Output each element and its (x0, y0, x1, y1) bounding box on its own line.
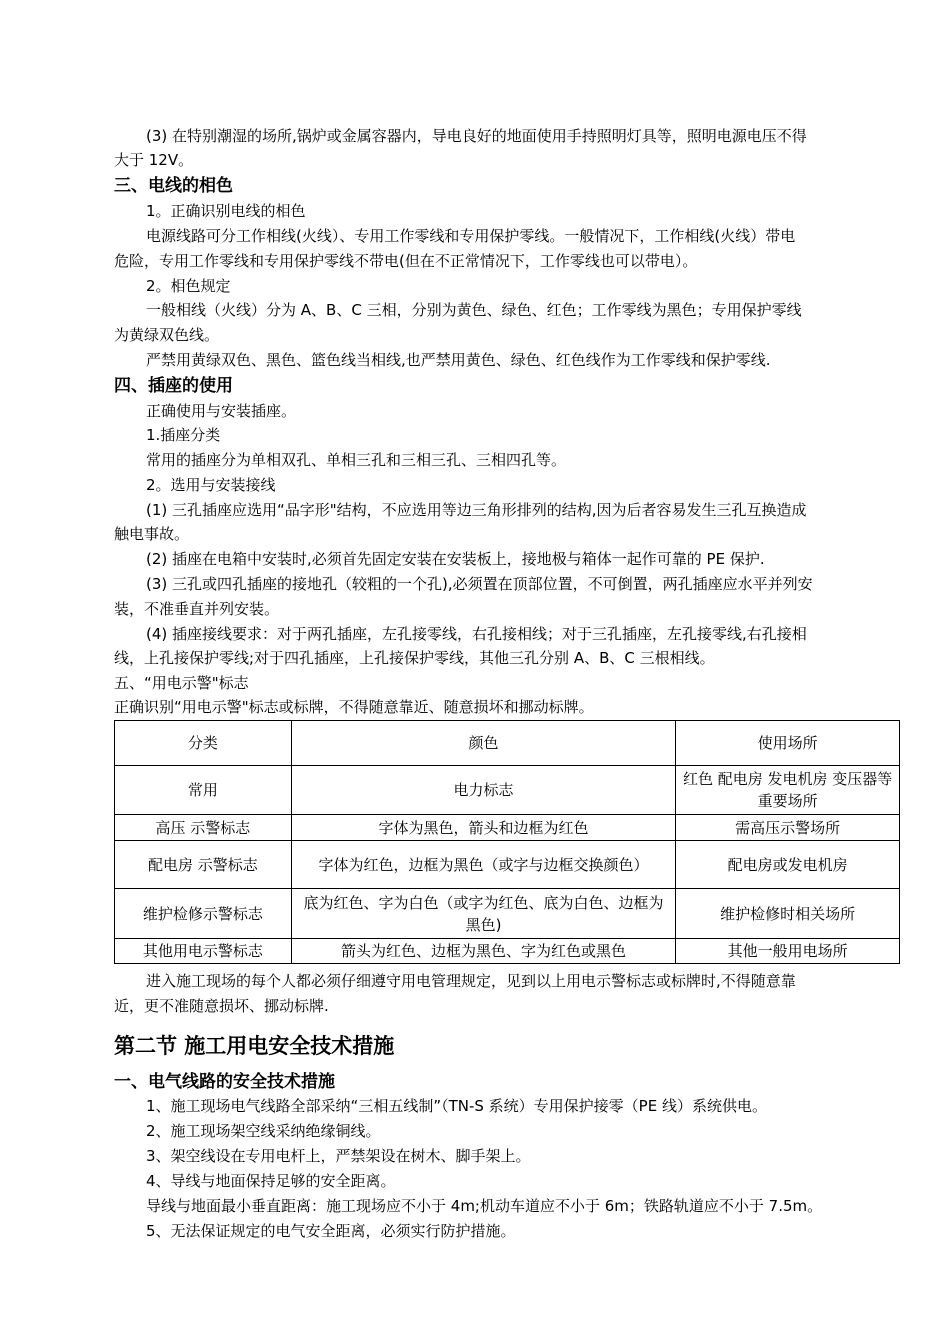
paragraph-line: 严禁用黄绿双色、黑色、篮色线当相线,也严禁用黄色、绿色、红色线作为工作零线和保护零线. (146, 351, 771, 369)
table-header-row (115, 721, 900, 766)
paragraph-line: 5、无法保证规定的电气安全距离，必须实行防护措施。 (146, 1222, 516, 1240)
paragraph-line: 导线与地面最小垂直距离：施工现场应不小于 4m;机动车道应不小于 6m；铁路轨道应不小于 7.5m。 (146, 1197, 823, 1215)
table-header-cell: 分类 (115, 721, 292, 766)
paragraph-line: 2、施工现场架空线采纳绝缘铜线。 (146, 1122, 381, 1140)
paragraph-line: 正确识别“用电示警"标志或标牌，不得随意靠近、随意损坏和挪动标牌。 (114, 698, 594, 716)
table-cell: 其他用电示警标志 (115, 939, 292, 964)
paragraph-line: 危险，专用工作零线和专用保护零线不带电(但在不正常情况下，工作零线也可以带电）。 (114, 252, 698, 270)
paragraph-line: 装，不准垂直并列安装。 (114, 600, 280, 618)
table-cell: 电力标志 (291, 766, 676, 815)
paragraph-line: 线，上孔接保护零线;对于四孔插座，上孔接保护零线，其他三孔分别 A、B、C 三根相线。 (114, 649, 715, 667)
paragraph-line: (1) 三孔插座应选用“品字形"结构，不应选用等边三角形排列的结构,因为后者容易发生三孔互换造成 (146, 501, 807, 519)
table-cell: 维护检修示警标志 (115, 889, 292, 939)
paragraph-line: 正确使用与安装插座。 (146, 402, 297, 420)
table-cell: 常用 (115, 766, 292, 815)
paragraph-line: 常用的插座分为单相双孔、单相三孔和三相三孔、三相四孔等。 (146, 451, 567, 469)
chapter-section-title: 第二节 施工用电安全技术措施 (114, 1034, 395, 1058)
table-cell: 维护检修时相关场所 (676, 889, 900, 939)
paragraph-line: 1。正确识别电线的相色 (146, 202, 306, 220)
table-row (115, 939, 900, 964)
table-cell: 配电房或发电机房 (676, 841, 900, 889)
table-row (115, 841, 900, 889)
paragraph-line: 一般相线（火线）分为 A、B、C 三相，分别为黄色、绿色、红色；工作零线为黑色；专用保护零线 (146, 301, 802, 319)
paragraph-line: (4) 插座接线要求：对于两孔插座，左孔接零线，右孔接相线；对于三孔插座，左孔接零线,右孔接相 (146, 625, 807, 643)
table-cell: 其他一般用电场所 (676, 939, 900, 964)
paragraph-line: 1、施工现场电气线路全部采纳“三相五线制”（TN-S 系统）专用保护接零（PE 线）系统供电。 (146, 1097, 767, 1115)
paragraph-line: (3) 在特别潮湿的场所,锅炉或金属容器内，导电良好的地面使用手持照明灯具等，照明电源电压不得 (146, 127, 807, 145)
table-cell: 字体为红色，边框为黑色（或字与边框交换颜色） (291, 841, 676, 889)
section-heading-4: 四、插座的使用 (114, 376, 233, 396)
paragraph-line: 2。相色规定 (146, 277, 231, 295)
table-cell: 高压 示警标志 (115, 815, 292, 841)
paragraph-line: 1.插座分类 (146, 426, 221, 444)
section-heading-3: 三、电线的相色 (114, 176, 233, 196)
paragraph-line: 3、架空线设在专用电杆上，严禁架设在树木、脚手架上。 (146, 1147, 531, 1165)
warning-sign-table (114, 720, 900, 964)
paragraph-line: 电源线路可分工作相线(火线）、专用工作零线和专用保护零线。一般情况下，工作相线(火线）带电 (146, 227, 796, 245)
table-cell: 字体为黑色，箭头和边框为红色 (291, 815, 676, 841)
table-cell: 红色 配电房 发电机房 变压器等重要场所 (676, 766, 900, 815)
paragraph-line: 2。选用与安装接线 (146, 476, 276, 494)
paragraph-line: 大于 12V。 (114, 151, 194, 169)
table-cell: 配电房 示警标志 (115, 841, 292, 889)
paragraph-line: 触电事故。 (114, 525, 190, 543)
subsection-heading: 一、电气线路的安全技术措施 (114, 1072, 335, 1092)
table-cell: 底为红色、字为白色（或字为红色、底为白色、边框为黑色) (291, 889, 676, 939)
table-header-cell: 颜色 (291, 721, 676, 766)
paragraph-line: 近，更不准随意损坏、挪动标牌. (114, 997, 329, 1015)
table-header-cell: 使用场所 (676, 721, 900, 766)
table-row (115, 766, 900, 815)
paragraph-line: 五、“用电示警"标志 (114, 674, 249, 692)
paragraph-line: 为黄绿双色线。 (114, 326, 220, 344)
paragraph-line: 进入施工现场的每个人都必须仔细遵守用电管理规定，见到以上用电示警标志或标牌时,不得随意靠 (146, 972, 796, 990)
table-cell: 需高压示警场所 (676, 815, 900, 841)
paragraph-line: (3) 三孔或四孔插座的接地孔（较粗的一个孔),必须置在顶部位置，不可倒置，两孔插座应水平并列安 (146, 575, 813, 593)
paragraph-line: 4、导线与地面保持足够的安全距离。 (146, 1172, 396, 1190)
paragraph-line: (2) 插座在电箱中安装时,必须首先固定安装在安装板上，接地极与箱体一起作可靠的 PE 保护. (146, 550, 765, 568)
table-row (115, 889, 900, 939)
table-row (115, 815, 900, 841)
table-cell: 箭头为红色、边框为黑色、字为红色或黑色 (291, 939, 676, 964)
